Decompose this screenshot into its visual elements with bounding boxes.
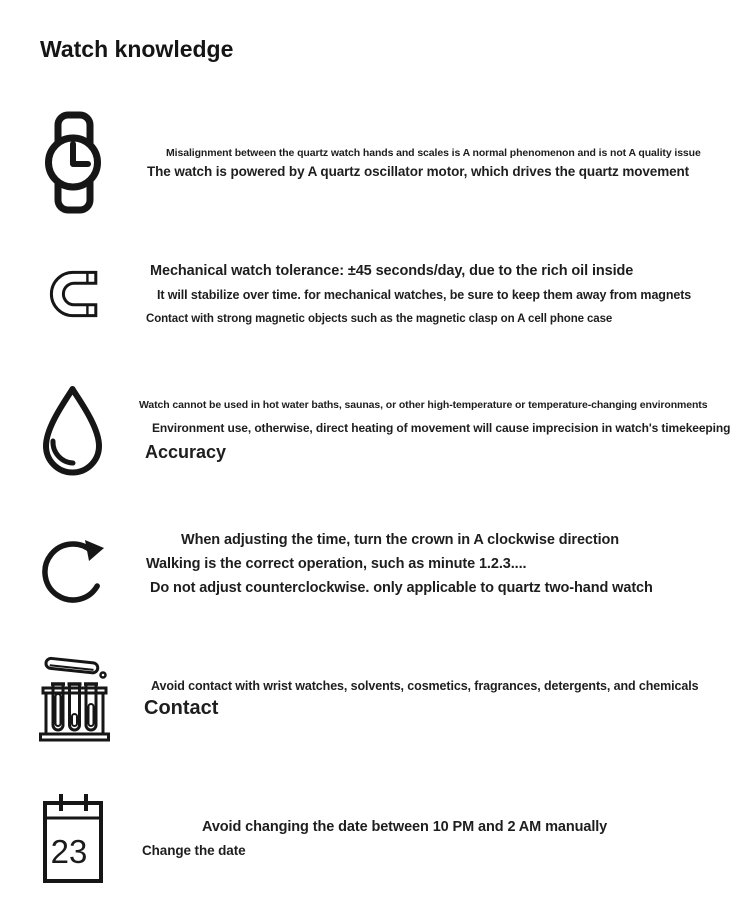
magnet-icon [43, 266, 103, 322]
wristwatch-icon [44, 111, 104, 214]
knowledge-line: Misalignment between the quartz watch hands and scales is A normal phenomenon and is not A quality issue [166, 147, 701, 159]
knowledge-line: When adjusting the time, turn the crown in A clockwise direction [181, 532, 620, 548]
section-heading: Contact [144, 697, 219, 719]
knowledge-line: Watch cannot be used in hot water baths, saunas, or other high-temperature or temperature-changing environments [139, 399, 708, 411]
section-heading: Accuracy [145, 442, 227, 462]
water-drop-icon [40, 384, 105, 480]
knowledge-line: The watch is powered by A quartz oscillator motor, which drives the quartz movement [147, 164, 690, 179]
clockwise-rotation-icon [41, 528, 108, 612]
calendar-icon [42, 792, 104, 884]
knowledge-line: It will stabilize over time. for mechanical watches, be sure to keep them away from magnets [157, 288, 692, 302]
knowledge-line: Do not adjust counterclockwise. only applicable to quartz two-hand watch [150, 580, 653, 596]
calendar-day-number: 23 [50, 833, 88, 870]
knowledge-line: Avoid changing the date between 10 PM and 2 AM manually [202, 819, 608, 835]
test-tubes-icon [39, 648, 110, 744]
knowledge-line: Change the date [142, 843, 246, 858]
knowledge-line: Environment use, otherwise, direct heating of movement will cause imprecision in watch's timekeeping [152, 421, 731, 435]
knowledge-line: Contact with strong magnetic objects such as the magnetic clasp on A cell phone case [146, 313, 613, 325]
knowledge-line: Mechanical watch tolerance: ±45 seconds/day, due to the rich oil inside [150, 263, 634, 279]
knowledge-line: Walking is the correct operation, such as minute 1.2.3.... [146, 556, 527, 572]
knowledge-line: Avoid contact with wrist watches, solvents, cosmetics, fragrances, detergents, and chemicals [151, 679, 699, 693]
page-title: Watch knowledge [40, 36, 234, 62]
